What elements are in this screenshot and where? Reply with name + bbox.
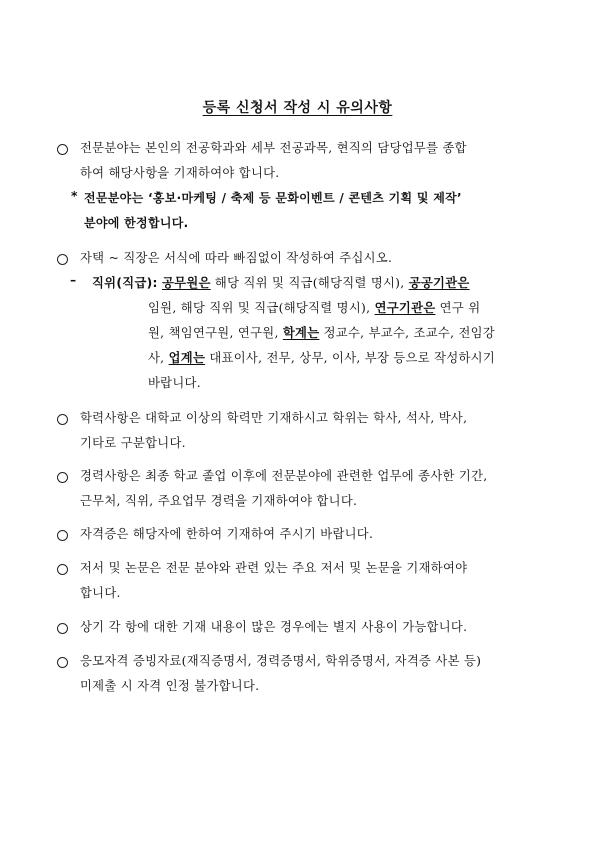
item-2-line-1: 자택 ~ 직장은 서식에 따라 빠짐없이 작성하여 주십시오. <box>80 251 393 265</box>
item-7-line-1: 상기 각 항에 대한 기재 내용이 많은 경우에는 별지 사용이 가능합니다. <box>80 620 468 634</box>
item-4-line-1: 경력사항은 최종 학교 졸업 이후에 전문분야에 관련한 업무에 종사한 기간, <box>80 469 488 483</box>
position-subitem-line-4 <box>148 348 495 366</box>
position-subitem-line-2 <box>148 298 480 316</box>
item-1-line-1: 전문분야는 본인의 전공학과와 세부 전공과목, 현직의 담당업무를 종합 <box>80 141 467 155</box>
asterisk-icon: * <box>71 189 78 203</box>
keyword-academia: 학계는 <box>282 326 320 340</box>
position-text: 정교수, 부교수, 조교수, 전임강 <box>319 326 496 340</box>
circle-bullet-icon <box>57 144 68 155</box>
keyword-public-institution: 공공기관은 <box>408 276 470 290</box>
dash-icon: – <box>70 273 77 287</box>
position-subitem-line-3 <box>148 323 495 341</box>
position-text: 원, 책임연구원, 연구원, <box>148 326 283 340</box>
position-text: 임원, 해당 직위 및 직급(해당직렬 명시), <box>148 301 375 315</box>
item-6-line-2: 합니다. <box>80 586 121 600</box>
item-8-line-2: 미제출 시 자격 인정 불가합니다. <box>80 679 260 693</box>
item-3-line-2: 기타로 구분합니다. <box>80 436 186 450</box>
circle-bullet-icon <box>57 564 68 575</box>
item-6-line-1: 저서 및 논문은 전문 분야와 관련 있는 주요 저서 및 논문을 기재하여야 <box>80 561 468 575</box>
item-4-line-2: 근무처, 직위, 주요업무 경력을 기재하여야 합니다. <box>80 494 358 508</box>
item-3-line-1: 학력사항은 대학교 이상의 학력만 기재하시고 학위는 학사, 석사, 박사, <box>80 411 468 425</box>
circle-bullet-icon <box>57 472 68 483</box>
keyword-industry: 업계는 <box>168 351 206 365</box>
position-subitem-line-5: 바랍니다. <box>148 376 201 390</box>
item-1-note-line-2: 분야에 한정합니다. <box>84 216 189 230</box>
item-1-line-2: 하여 해당사항을 기재하여야 합니다. <box>80 166 280 180</box>
position-text: 대표이사, 전무, 상무, 이사, 부장 등으로 작성하시기 <box>205 351 496 365</box>
circle-bullet-icon <box>57 657 68 668</box>
position-text: 사, <box>148 351 169 365</box>
item-1-note-line-1: 전문분야는 ‘홍보·마케팅 / 축제 등 문화이벤트 / 콘텐츠 기획 및 제작’ <box>84 191 462 205</box>
position-subitem-line-1 <box>92 273 470 291</box>
position-text: 해당 직위 및 직급(해당직렬 명시), <box>210 276 409 290</box>
item-5-line-1: 자격증은 해당자에 한하여 기재하여 주시기 바랍니다. <box>80 527 374 541</box>
keyword-public-servant: 공무원은 <box>162 276 211 290</box>
page-title: 등록 신청서 작성 시 유의사항 <box>202 100 393 116</box>
keyword-research-institute: 연구기관은 <box>374 301 436 315</box>
circle-bullet-icon <box>57 623 68 634</box>
position-label: 직위(직급): <box>92 276 158 290</box>
item-8-line-1: 응모자격 증빙자료(재직증명서, 경력증명서, 학위증명서, 자격증 사본 등) <box>80 654 482 668</box>
circle-bullet-icon <box>57 254 68 265</box>
circle-bullet-icon <box>57 530 68 541</box>
position-text: 연구 위 <box>435 301 481 315</box>
circle-bullet-icon <box>57 414 68 425</box>
